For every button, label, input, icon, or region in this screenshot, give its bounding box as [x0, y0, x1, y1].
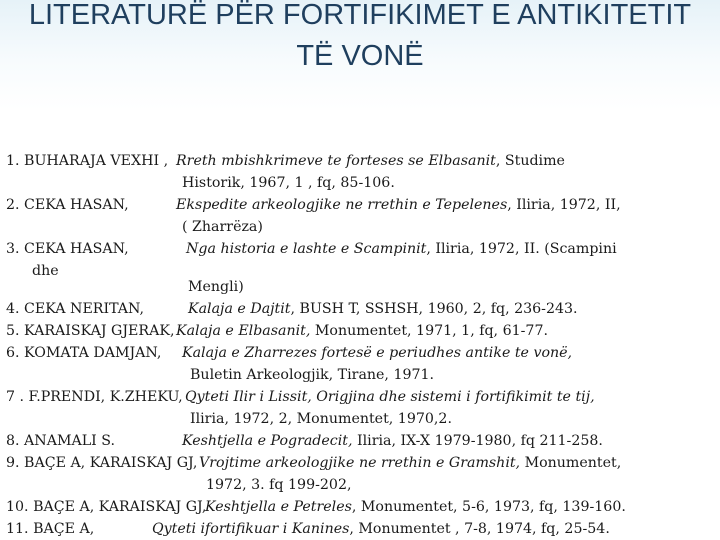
entry-title: Rreth mbishkrimeve te forteses se Elbasanit	[176, 153, 496, 169]
entry-details: , Studime	[495, 153, 565, 169]
bibliography-entry	[6, 342, 716, 386]
entry-title: Keshtjella e Pogradecit,	[182, 433, 353, 449]
entry-author: 1. BUHARAJA VEXHI ,	[6, 153, 169, 169]
entry-details: , Iliria, 1972, II. (Scampini	[426, 241, 617, 257]
entry-author: 11. BAÇE A,	[6, 521, 95, 537]
entry-details: , Monumentet, 5-6, 1973, fq, 139-160.	[351, 499, 626, 515]
bibliography-entry	[6, 386, 716, 430]
entry-continuation: 1972, 3. fq 199-202,	[206, 477, 352, 493]
entry-continuation: Historik, 1967, 1 , fq, 85-106.	[182, 175, 395, 191]
entry-title: Qyteti Ilir i Lissit, Origjina dhe sistemi i fortifikimit te tij,	[185, 389, 595, 405]
entry-title: Nga historia e lashte e Scampinit	[186, 241, 427, 257]
entry-author: 7 . F.PRENDI, K.ZHEKU,	[6, 389, 183, 405]
entry-details: , BUSH T, SSHSH, 1960, 2, fq, 236-243.	[290, 301, 578, 317]
entry-author: 3. CEKA HASAN,	[6, 241, 129, 257]
entry-title: Qyteti ifortifikuar i Kanines	[152, 521, 350, 537]
entry-continuation: Iliria, 1972, 2, Monumentet, 1970,2.	[190, 411, 452, 427]
title-line-2: TË VONË	[296, 40, 424, 72]
entry-author: 8. ANAMALI S.	[6, 433, 115, 449]
entry-details: Monumentet, 1971, 1, fq, 61-77.	[310, 323, 548, 339]
entry-title: Keshtjella e Petreles	[205, 499, 352, 515]
entry-work	[6, 518, 716, 540]
bibliography-entry	[6, 518, 716, 540]
bibliography-entry	[6, 194, 716, 238]
bibliography-entry	[6, 430, 716, 452]
bibliography-entry	[6, 496, 716, 518]
bibliography-entry	[6, 452, 716, 496]
title-line-1: LITERATURË PËR FORTIFIKIMET E ANTIKITETIT	[28, 0, 692, 31]
entry-title: Kalaja e Zharrezes fortesë e periudhes antike te vonë,	[182, 345, 573, 361]
entry-title: Kalaja e Dajtit	[188, 301, 291, 317]
entry-continuation: Mengli)	[188, 279, 244, 295]
entry-details: Iliria, IX-X 1979-1980, fq 211-258.	[352, 433, 603, 449]
bibliography-list	[6, 150, 716, 540]
entry-title: Kalaja e Elbasanit,	[176, 323, 311, 339]
entry-details: , Iliria, 1972, II,	[507, 197, 621, 213]
entry-continuation: Buletin Arkeologjik, Tirane, 1971.	[190, 367, 435, 383]
bibliography-entry	[6, 238, 716, 298]
entry-title: Ekspedite arkeologjike ne rrethin e Tepelenes	[176, 197, 508, 213]
entry-author: 10. BAÇE A, KARAISKAJ GJ,	[6, 499, 207, 515]
bibliography-entry	[6, 298, 716, 320]
entry-author: 9. BAÇE A, KARAISKAJ GJ,	[6, 455, 198, 471]
slide-title	[0, 0, 720, 80]
entry-author: 6. KOMATA DAMJAN,	[6, 345, 162, 361]
entry-details: , Monumentet , 7-8, 1974, fq, 25-54.	[349, 521, 610, 537]
entry-continuation: ( Zharrëza)	[182, 219, 263, 235]
bibliography-entry	[6, 320, 716, 342]
entry-title: Vrojtime arkeologjike ne rrethin e Gramshit,	[199, 455, 521, 471]
entry-author: 4. CEKA NERITAN,	[6, 301, 145, 317]
entry-details: Monumentet,	[520, 455, 622, 471]
entry-author: 2. CEKA HASAN,	[6, 197, 129, 213]
bibliography-entry	[6, 150, 716, 194]
entry-author: 5. KARAISKAJ GJERAK,	[6, 323, 175, 339]
entry-author-continuation: dhe	[32, 263, 59, 279]
